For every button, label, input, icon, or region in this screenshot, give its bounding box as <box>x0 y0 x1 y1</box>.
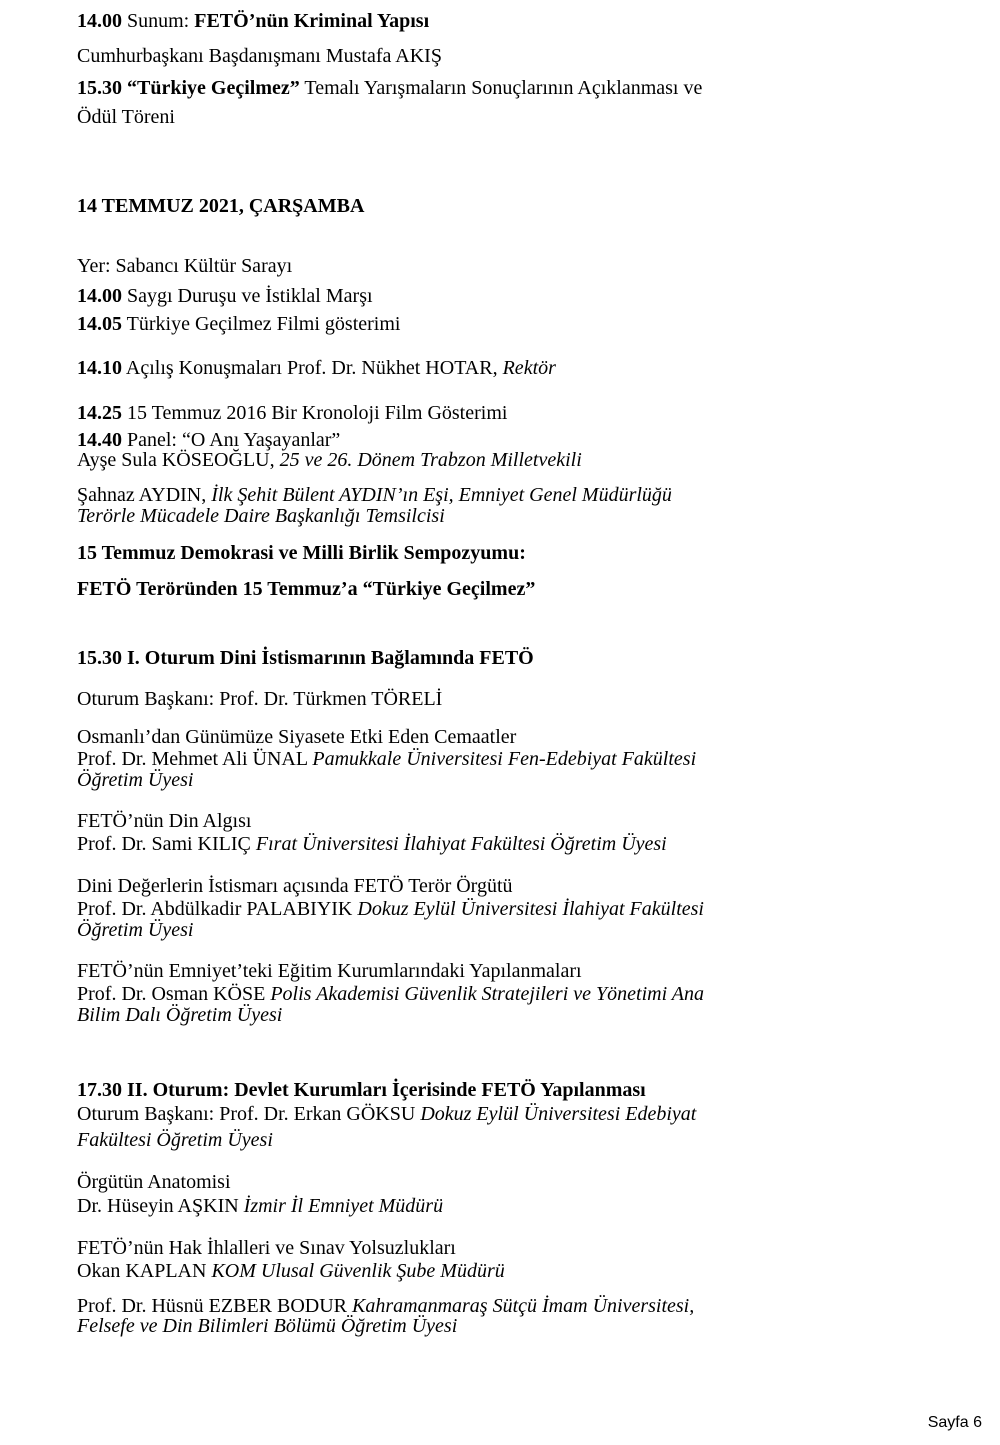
role: Rektör <box>502 357 556 379</box>
agenda-line <box>77 403 507 423</box>
name: Prof. Dr. Osman KÖSE <box>77 983 271 1005</box>
name: Şahnaz AYDIN, <box>77 484 212 506</box>
role: Dokuz Eylül Üniversitesi Edebiyat <box>420 1103 697 1125</box>
time: 14.00 <box>77 285 122 307</box>
name: Dr. Hüseyin AŞKIN <box>77 1195 244 1217</box>
time: 15.30 <box>77 77 122 99</box>
role: Fırat Üniversitesi İlahiyat Fakültesi Öğretim Üyesi <box>255 833 667 855</box>
symposium-title: 15 Temmuz Demokrasi ve Milli Birlik Sempozyumu: <box>77 542 526 564</box>
speaker-role-cont: Öğretim Üyesi <box>77 919 194 941</box>
text: Panel: “O Anı Yaşayanlar” <box>122 429 341 451</box>
name: Prof. Dr. Sami KILIÇ <box>77 833 256 855</box>
talk-title: FETÖ’nün Emniyet’teki Eğitim Kurumlarındaki Yapılanmaları <box>77 960 582 982</box>
role: Kahramanmaraş Sütçü İmam Üniversitesi, <box>352 1295 695 1317</box>
role: KOM Ulusal Güvenlik Şube Müdürü <box>211 1260 505 1282</box>
name: Okan KAPLAN <box>77 1260 212 1282</box>
text: Sunum: <box>122 10 195 32</box>
speaker-line <box>77 1296 694 1316</box>
speaker-role-cont: Terörle Mücadele Daire Başkanlığı Temsilcisi <box>77 505 445 527</box>
text: Açılış Konuşmaları Prof. Dr. Nükhet HOTAR, <box>122 357 503 379</box>
session-heading: 15.30 I. Oturum Dini İstismarının Bağlamında FETÖ <box>77 647 534 669</box>
talk-title: Osmanlı’dan Günümüze Siyasete Etki Eden Cemaatler <box>77 726 517 748</box>
time: 14.00 <box>77 10 122 32</box>
text: Saygı Duruşu ve İstiklal Marşı <box>122 285 373 307</box>
agenda-line <box>77 286 373 306</box>
text: 15 Temmuz 2016 Bir Kronoloji Film Gösterimi <box>122 402 508 424</box>
role: 25 ve 26. Dönem Trabzon Milletvekili <box>279 449 582 471</box>
symposium-subtitle: FETÖ Teröründen 15 Temmuz’a “Türkiye Geçilmez” <box>77 578 536 600</box>
role: Pamukkale Üniversitesi Fen-Edebiyat Fakültesi <box>312 748 697 770</box>
role: Polis Akademisi Güvenlik Stratejileri ve Yönetimi Ana <box>270 983 704 1005</box>
role: İzmir İl Emniyet Müdürü <box>243 1195 444 1217</box>
talk-title: FETÖ’nün Din Algısı <box>77 810 252 832</box>
speaker-line <box>77 485 672 505</box>
agenda-line <box>77 11 429 31</box>
session-chair <box>77 1104 696 1124</box>
speaker-line <box>77 984 704 1004</box>
venue: Yer: Sabancı Kültür Sarayı <box>77 255 293 277</box>
talk-title: FETÖ’nün Hak İhlalleri ve Sınav Yolsuzlukları <box>77 1237 456 1259</box>
name: Prof. Dr. Abdülkadir PALABIYIK <box>77 898 358 920</box>
talk-title: Dini Değerlerin İstismarı açısında FETÖ Terör Örgütü <box>77 875 513 897</box>
title: FETÖ’nün Kriminal Yapısı <box>194 10 430 32</box>
speaker-role-cont: Öğretim Üyesi <box>77 769 194 791</box>
speaker-role-cont: Fakültesi Öğretim Üyesi <box>77 1129 273 1151</box>
agenda-line <box>77 314 400 334</box>
speaker-role-cont: Bilim Dalı Öğretim Üyesi <box>77 1004 283 1026</box>
speaker-line <box>77 899 704 919</box>
role: Dokuz Eylül Üniversitesi İlahiyat Fakültesi <box>357 898 704 920</box>
agenda-line-cont: Ödül Töreni <box>77 106 175 128</box>
text: Türkiye Geçilmez Filmi gösterimi <box>122 313 401 335</box>
name: Oturum Başkanı: Prof. Dr. Erkan GÖKSU <box>77 1103 421 1125</box>
name: Prof. Dr. Mehmet Ali ÜNAL <box>77 748 313 770</box>
time: 14.25 <box>77 402 122 424</box>
speaker-line <box>77 834 667 854</box>
speaker-line <box>77 1196 443 1216</box>
role: İlk Şehit Bülent AYDIN’ın Eşi, Emniyet Genel Müdürlüğü <box>211 484 672 506</box>
session-heading: 17.30 II. Oturum: Devlet Kurumları İçerisinde FETÖ Yapılanması <box>77 1079 646 1101</box>
time: 14.10 <box>77 357 122 379</box>
agenda-line <box>77 358 556 378</box>
page-number: Sayfa 6 <box>927 1414 982 1431</box>
name: Ayşe Sula KÖSEOĞLU, <box>77 449 280 471</box>
agenda-line <box>77 78 702 98</box>
name: Prof. Dr. Hüsnü EZBER BODUR <box>77 1295 353 1317</box>
time: 14.05 <box>77 313 122 335</box>
day-heading: 14 TEMMUZ 2021, ÇARŞAMBA <box>77 195 365 217</box>
speaker-line <box>77 450 582 470</box>
agenda-line <box>77 430 340 450</box>
talk-title: Örgütün Anatomisi <box>77 1171 231 1193</box>
speaker-line <box>77 749 696 769</box>
speaker-line <box>77 1261 505 1281</box>
session-chair: Oturum Başkanı: Prof. Dr. Türkmen TÖRELİ <box>77 688 443 710</box>
speaker-role-cont: Felsefe ve Din Bilimleri Bölümü Öğretim Üyesi <box>77 1315 458 1337</box>
text: Temalı Yarışmaların Sonuçlarının Açıklanması ve <box>299 77 703 99</box>
time: 14.40 <box>77 429 122 451</box>
title: “Türkiye Geçilmez” <box>122 77 300 99</box>
speaker-line: Cumhurbaşkanı Başdanışmanı Mustafa AKIŞ <box>77 45 442 67</box>
